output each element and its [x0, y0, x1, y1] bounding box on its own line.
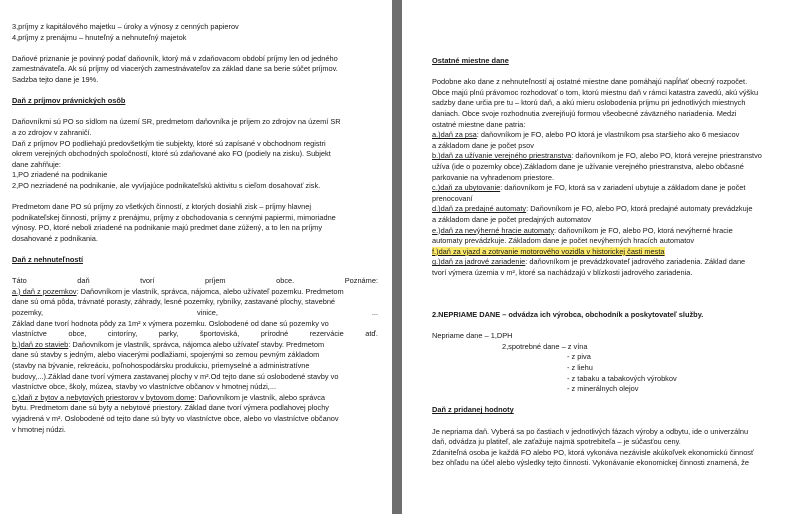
term-text: : Daňovníkom je vlastník, alebo správca	[194, 392, 326, 402]
term-text: : Daňovníkom je vlastník, správca, nájomca alebo užívateľ stavby. Predmetom	[68, 339, 325, 349]
term-label: a.)daň za psa	[432, 130, 477, 140]
text-line: Daňovníkmi sú PO so sídlom na území SR, predmetom daňovníka je príjem zo zdrojov na území SR	[12, 117, 341, 127]
term-label: e.)daň za nevýherné hracie automaty	[432, 225, 555, 235]
term-text: : Daňovníkom je FO, alebo PO, ktorá predajné automaty prevádzkuje	[526, 204, 753, 214]
term-label: d.)daň za predajné automaty	[432, 204, 527, 214]
term-text: : Daňovníkom je vlastník, správca, nájomca, alebo užívateľ pozemku. Predmetom	[76, 286, 344, 296]
list-item	[432, 247, 786, 258]
text-line: 1,PO zriadené na podnikanie	[12, 170, 108, 180]
text-line	[12, 393, 378, 404]
text-line: podnikateľskej činnosti, príjmy z prenájmu, príjmy z obchodovania s cennými papiermi, mimoriadne	[12, 212, 336, 222]
list-item: - z liehu	[567, 363, 593, 373]
text-line	[12, 340, 378, 351]
list-item: - z piva	[567, 352, 591, 362]
section-heading: Daň z príjmov právnických osôb	[12, 96, 126, 106]
text-line: Podobne ako dane z nehnuteľností aj ostatné miestne dane pomáhajú napĺňať obecný rozpočet.	[432, 77, 748, 87]
text-line: budovy,...).Základ dane tvorí výmera zastavanej plochy v m².Od tejto dane sú oslobodené stavby vo	[12, 371, 339, 381]
text-line: Daň z príjmov PO podliehajú predovšetkým tie subjekty, ktoré sú zapísané v obchodnom registri	[12, 138, 326, 148]
text-line: Nepriame dane – 1,DPH	[432, 331, 513, 341]
list-item	[432, 226, 786, 237]
text-line: parkovanie na vyhradenom priestore.	[432, 172, 555, 182]
text-line: Daňové priznanie je povinný podať daňovník, ktorý má v zdaňovacom období príjmy len od jedného	[12, 53, 338, 63]
text-line: výnosy. PO, ktoré neboli zriadené na podnikanie majú predmet dane zúžený, a to len na príjmy	[12, 223, 323, 233]
text-line: daniach. Obce svoje rozhodnutia zverejňujú formou všeobecné záväzného nariadenia. Medzi	[432, 108, 737, 118]
text-line: dosahované z podnikania.	[12, 233, 98, 243]
section-heading: Ostatné miestne dane	[432, 56, 509, 65]
term-text: : daňovníkom je prevádzkovateľ jadrového zariadenia. Základ dane	[525, 257, 746, 267]
text-line: dane sú stavby s jedným, alebo viacerými podlažiami, spojenými so zemou pevným základom	[12, 350, 320, 360]
term-label: f.)daň za vjazd a zotrvanie motorového vozidla v historickej časti mesta	[432, 246, 665, 256]
text-line: okrem verejných obchodných spoločností, ktoré sú zdaňované ako FO (podiely na zisku). Subjekt	[12, 149, 331, 159]
text-line: bytu. Predmetom dane sú byty a nebytové priestory. Základ dane tvorí výmera podlahovej plochy	[12, 403, 330, 413]
text-line: ostatné miestne dane patria:	[432, 119, 526, 129]
text-line: 2,PO nezriadené na podnikanie, ale vyvíjajúce podnikateľskú aktivitu s cieľom dosahovať zisk.	[12, 180, 321, 190]
list-item	[432, 204, 786, 215]
term-text: : daňovníkom je FO, alebo PO ktorá je vlastníkom psa staršieho ako 6 mesiacov	[476, 130, 740, 140]
list-item: - z tabaku a tabakových výrobkov	[567, 373, 677, 383]
text-line: a základom dane je počet psov	[432, 140, 534, 150]
term-label: a.) daň z pozemkov	[12, 286, 77, 296]
text-line: a základom dane je počet predajných automatov	[432, 214, 591, 224]
text-line: (stavby na bývanie, rekreáciu, poľnohospodársku produkciu, priemyselné a administratívne	[12, 361, 310, 370]
term-label: b.)daň zo stavieb	[12, 339, 69, 349]
text-line: sadzby dane určia pre tu – ktorú daň, a akú mieru oslobodenia príjmu pri jednotlivých miestnych	[432, 98, 746, 108]
text-line: dane sú orná pôda, trávnaté porasty, záhrady, lesné pozemky, rybníky, zastavané plochy, stavebné	[12, 297, 336, 307]
text-line: Sadzba tejto dane je 19%.	[12, 74, 99, 84]
term-label: c.)daň z bytov a nebytových priestorov v bytovom dome	[12, 392, 195, 402]
text-line: zamestnávateľa. Ak sú príjmy od viacerých zamestnávateľov za základ dane sa berie súčet príjmov.	[12, 64, 338, 74]
list-item: - z minerálnych olejov	[567, 384, 639, 394]
text-line: Je nepriama daň. Vyberá sa po častiach v jednotlivých fázach výroby a odbytu, ide o univerzálnu	[432, 426, 749, 436]
document-page-right	[402, 0, 800, 514]
list-item	[432, 183, 786, 194]
text-line: Táto daň tvorí príjem obce. Poznáme:	[12, 276, 378, 286]
local-tax-list	[432, 130, 786, 278]
term-label: b.)daň za užívanie verejného priestranstva	[432, 151, 572, 161]
term-text: : daňovníkom je FO, alebo PO, ktorá nevýherné hracie	[554, 225, 733, 235]
text-line: Základ dane tvorí hodnota pôdy za 1m² x výmera pozemku. Oslobodené od dane sú pozemky vo	[12, 318, 329, 328]
text-line: vyjadrená v m². Oslobodené od tejto dane sú byty vo vlastníctve obce, alebo vo vlastníctve občanov	[12, 413, 339, 423]
list-item	[432, 151, 786, 162]
text-line: vlastníctve obce, cintoríny, parky, športoviská, prírodné rezervácie atď.	[12, 329, 378, 339]
text-line: 4,príjmy z prenájmu – hnuteľný a nehnuteľný majetok	[12, 32, 187, 42]
text-line: dane zahŕňuje:	[12, 159, 61, 169]
text-line: užíva (ide o pozemky obce).Základom dane je užívanie verejného priestranstva, alebo občasné	[432, 161, 744, 171]
text-line: pozemky, vinice, ...	[12, 308, 378, 318]
text-line	[12, 287, 378, 298]
term-text: : daňovníkom je FO, ktorá sa v zariadení ubytuje a základom dane je počet	[500, 183, 746, 193]
section-heading: Daň z nehnuteľností	[12, 255, 84, 265]
text-line: vlastníctve obce, školy, múzea, stavby vo vlastníctve občanov v hmotnej núdzi,...	[12, 382, 276, 392]
term-label: g.)daň za jadrové zariadenie	[432, 257, 526, 267]
term-text: : daňovníkom je FO, alebo PO, ktorá verejne priestranstvo	[571, 151, 762, 161]
text-line: 2,spotrebné dane – z vína	[502, 341, 588, 351]
text-line: Predmetom dane PO sú príjmy zo všetkých činností, z ktorých dosiahli zisk – príjmy hlavnej	[12, 202, 312, 212]
text-line: Zdaniteľná osoba je každá FO alebo PO, ktorá vykonáva nezávisle akúkoľvek ekonomickú činnosť	[432, 447, 754, 457]
term-label: c.)daň za ubytovanie	[432, 183, 501, 193]
text-line: bez ohľadu na účel alebo výsledky tejto činnosti. Vykonávanie ekonomickej činnosti znamená, že	[432, 458, 749, 468]
text-line: daň, odvádza ju platiteľ, ale zaťažuje najmä spotrebiteľa – je súčasťou ceny.	[432, 437, 681, 447]
text-line: a zo zdrojov v zahraničí.	[12, 127, 92, 137]
document-page-left	[0, 0, 392, 514]
section-heading: 2.NEPRIAME DANE – odvádza ich výrobca, obchodník a poskytovateľ služby.	[432, 310, 704, 320]
list-item	[432, 130, 786, 141]
text-line: tvorí výmera územia v m², ktoré sa nachádzajú v blízkosti jadrového zariadenia.	[432, 267, 693, 277]
list-item	[432, 257, 786, 268]
text-line: v hmotnej núdzi.	[12, 424, 66, 434]
text-line: automaty prevádzkuje. Základom dane je počet nevýherných hracích automatov	[432, 236, 695, 246]
text-line: Obce majú plnú právomoc rozhodovať o tom, ktorú miestnu daň v rámci katastra zavedú, akú výšku	[432, 87, 759, 97]
text-line: prenocovaní	[432, 193, 473, 203]
text-line: 3,príjmy z kapitálového majetku – úroky a výnosy z cenných papierov	[12, 22, 239, 31]
section-heading: Daň z pridanej hodnoty	[432, 405, 514, 415]
